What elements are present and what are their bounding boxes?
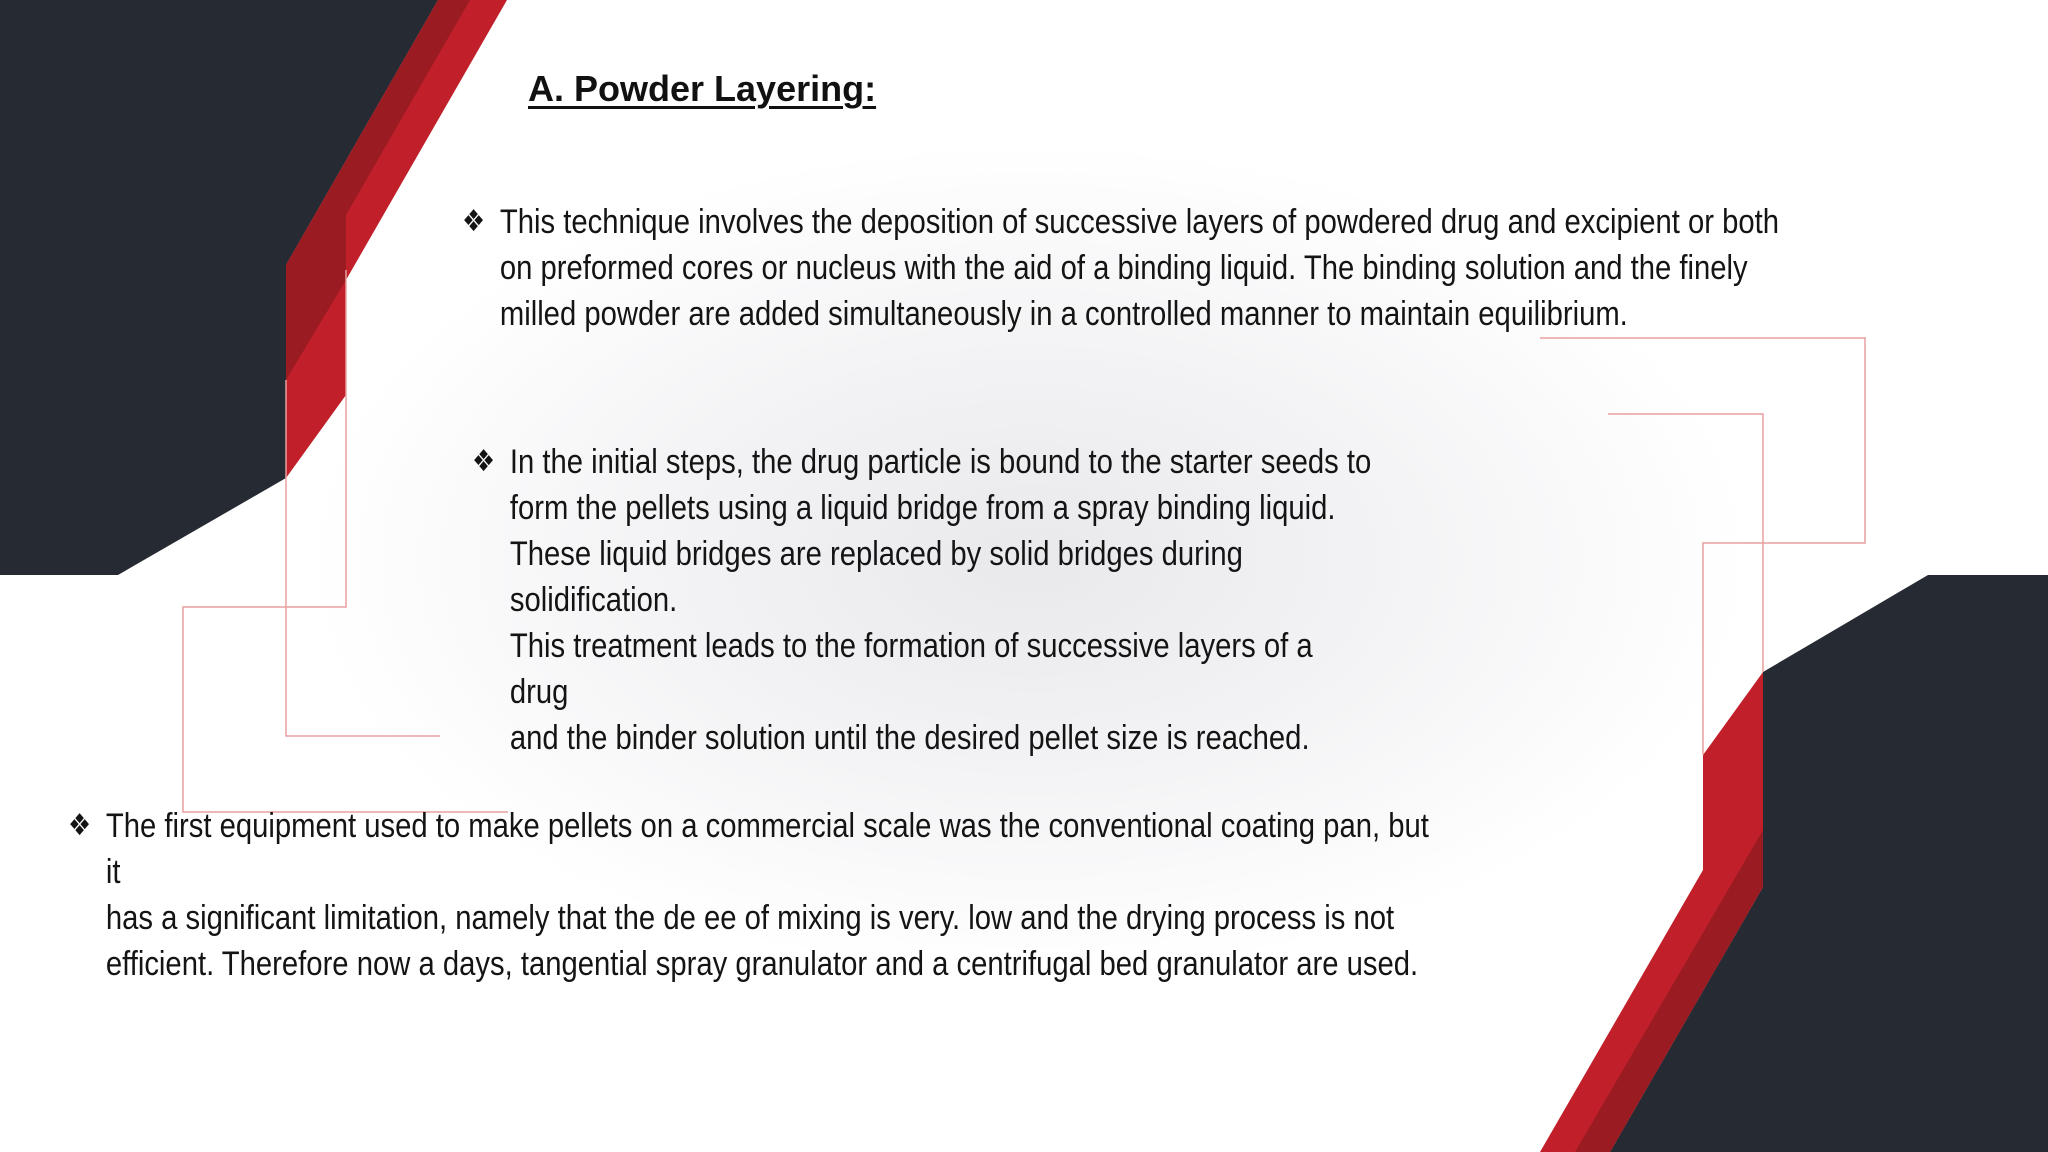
bullet-point-3 [68,803,1444,987]
slide-title: A. Powder Layering: [528,68,877,109]
bullet-point-2 [472,439,1375,761]
bullet-text: This technique involves the deposition of successive layers of powdered drug and excipient or both on preformed cores or nucleus with the aid of a binding liquid. The binding solution and the finely milled powder are added simultaneously in a controlled manner to maintain equilibrium. [499,203,1780,333]
four-diamond-bullet-icon: ❖ [462,204,486,239]
bullet-point-1 [462,199,1786,337]
four-diamond-bullet-icon: ❖ [68,808,92,843]
bullet-text: In the initial steps, the drug particle is bound to the starter seeds to form the pellets using a liquid bridge from a spray binding liquid. These liquid bridges are replaced by solid bridges during solidification. This treatment leads to the formation of successive layers of a drug and the binder solution until the desired pellet size is reached. [509,443,1372,757]
bullet-text: The first equipment used to make pellets on a commercial scale was the conventional coating pan, but it has a significant limitation, namely that the de ee of mixing is very. low and the drying process is not efficient. Therefore now a days, tangential spray granulator and a centrifugal bed granulator are used. [105,807,1429,983]
bottom-right-dark-shape [1610,575,2048,1152]
four-diamond-bullet-icon: ❖ [472,444,496,479]
top-left-dark-shape [0,0,438,575]
